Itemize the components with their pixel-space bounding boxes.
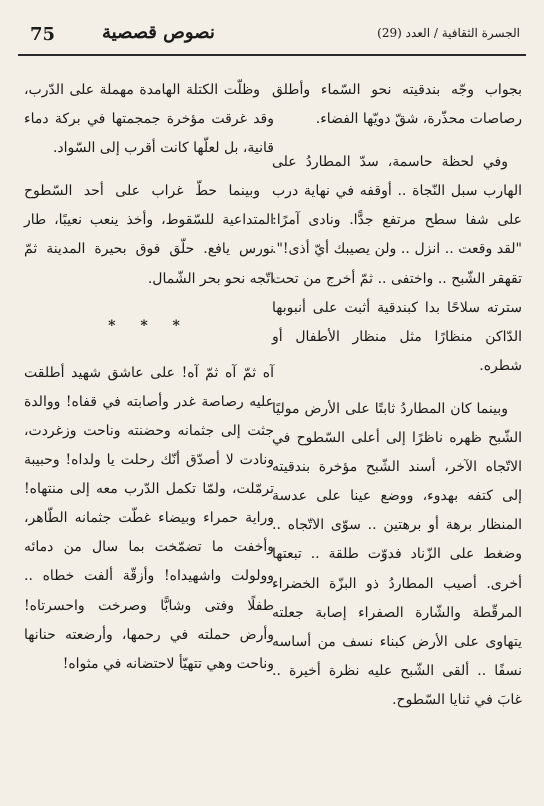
paragraph: وبينما حطّ غراب على أحد السّطوح المتداعية للسّقوط، وأخذ ينعب نعيبًا، طار نورس يافع. حلّق فوق بحيرة المدينة ثمّ اتّجه نحو بحر الشّمال.: [24, 183, 274, 287]
left-column: [24, 76, 274, 679]
paragraph: بجواب وجّه بندقيته نحو السّماء وأطلق رصاصات محذّرة، شقّ دويّها الفضاء.: [272, 82, 522, 128]
header-rule: [18, 54, 526, 56]
page-header: [18, 20, 526, 48]
section-break-stars: * * *: [108, 317, 190, 334]
paragraph: آه ثمّ آه ثمّ آه! على عاشق شهيد أطلقت عليه رصاصة غدر وأصابته في قفاه! ووالدة جثت إلى جثمانه وحضنته وناحت وزغردت، ونادت لا أصدّق أنّك رحلت يا ولداه! وحبيبة ترمّلت، ولمّا تكمل الدّرب معه إلى منتهاه! وراية حمراء وبيضاء غطّت جثمانه الطّاهر، وأخفت ما تضمّخت بما سال من دمائه وولولت واشهيداه! وأزقّة ألفت خطاه .. طفلًا وفتى وشابًّا وصرخت واحسرتاه! وأرض حملته في رحمها، وأرضعته حنانها وناحت وهي تتهيّأ لاحتضانه في مثواه!: [24, 364, 274, 672]
paragraph: وظلّت الكتلة الهامدة مهملة على الدّرب، وقد غرقت مؤخرة جمجمتها في بركة دماء قانية، بل لعلّها كانت أقرب إلى السّواد.: [24, 82, 274, 157]
section-title: نصوص قصصية: [102, 22, 215, 43]
issue-label: الجسرة الثقافية / العدد (29): [377, 26, 520, 40]
paragraph: وبينما كان المطاردُ ثابتًا على الأرض موليًا الشّبح ظهره ناظرًا إلى أعلى السّطوح في الاتّجاه الآخر، أسند الشّبح مؤخرة بندقيته إلى كتفه بهدوء، ووضع عينا على عدسة المنظار برهة أو برهتين .. سوّى الاتّجاه .. وضغط على الزّناد فدوّت طلقة .. تبعتها أخرى. أصيب المطاردُ ذو البزّة الخضراء المرقّطة والشّارة الصفراء إصابة جعلته يتهاوى على الأرض كبناء نسف من أساسه نسفًا .. ألقى الشّبح عليه نظرة أخيرة .. غابَ في ثنايا السّطوح.: [272, 400, 522, 708]
page-number: 75: [30, 24, 56, 45]
right-column: [272, 76, 522, 715]
paragraph: وفي لحظة حاسمة، سدّ المطاردُ على الهارب سبل النّجاة .. أوقفه في نهاية درب على شفا سطح مرتفع جدًّا. ونادى آمرًا: "لقد وقعت .. انزل .. ولن يصيبك أيّ أذى!". تقهقر الشّبح .. واختفى .. ثمّ أخرج من تحت سترته سلاحًا بدا كبندقية أثبت على أنبوبها الدّاكن منظارًا مثل منظار الأطفال أو شطره.: [272, 154, 522, 374]
